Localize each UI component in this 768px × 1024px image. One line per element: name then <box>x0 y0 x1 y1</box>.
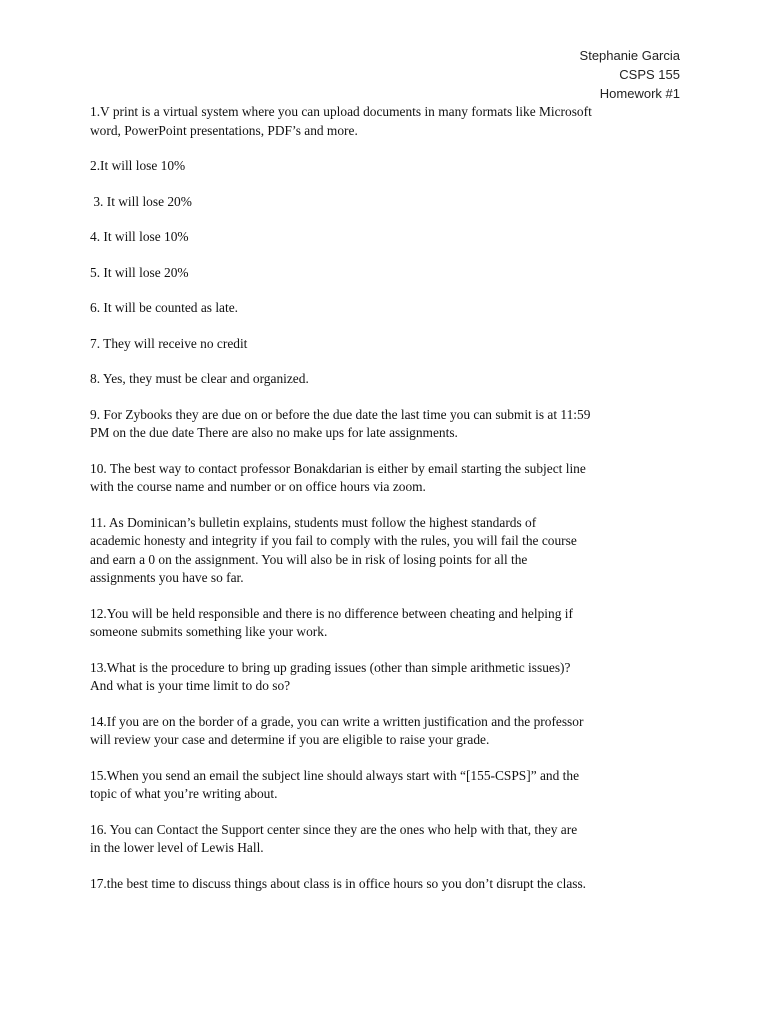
answer-line: 6. It will be counted as late. <box>90 300 238 315</box>
answer-line: 13.What is the procedure to bring up grading issues (other than simple arithmetic issues)? <box>90 659 571 675</box>
answer-line: 15.When you send an email the subject line should always start with “[155-CSPS]” and the <box>90 767 580 783</box>
document-header <box>580 46 680 103</box>
answer-line: 10. The best way to contact professor Bonakdarian is either by email starting the subject line <box>90 460 586 476</box>
answer-line: 16. You can Contact the Support center since they are the ones who help with that, they are <box>90 821 578 837</box>
answer-line: 1.V print is a virtual system where you can upload documents in many formats like Microsoft <box>90 104 592 119</box>
answer-line: 11. As Dominican’s bulletin explains, students must follow the highest standards of <box>90 514 537 530</box>
answer-line: and earn a 0 on the assignment. You will also be in risk of losing points for all the <box>90 551 528 567</box>
assignment-title: Homework #1 <box>599 86 680 101</box>
answer-line: 8. Yes, they must be clear and organized. <box>90 371 309 386</box>
answer-line: 5. It will lose 20% <box>90 264 189 280</box>
answer-item-1 <box>90 103 690 140</box>
answer-line: word, PowerPoint presentations, PDF’s and more. <box>90 122 358 138</box>
answer-item-7 <box>90 335 690 354</box>
answer-line: 9. For Zybooks they are due on or before the due date the last time you can submit is at 11:59 <box>90 406 591 422</box>
answer-item-5 <box>90 264 690 283</box>
answer-line: with the course name and number or on office hours via zoom. <box>90 479 426 494</box>
answer-line: someone submits something like your work. <box>90 624 328 639</box>
answer-item-3 <box>90 193 690 212</box>
answer-item-4 <box>90 228 690 247</box>
answer-item-15 <box>90 767 690 804</box>
answer-item-16 <box>90 821 690 858</box>
answer-line: 17.the best time to discuss things about class is in office hours so you don’t disrupt the class. <box>90 875 587 891</box>
answer-line: will review your case and determine if you are eligible to raise your grade. <box>90 732 490 747</box>
answer-line: PM on the due date There are also no make ups for late assignments. <box>90 425 458 440</box>
answer-item-12 <box>90 605 690 642</box>
answer-item-11 <box>90 514 690 588</box>
answer-line: 14.If you are on the border of a grade, you can write a written justification and the professor <box>90 713 584 729</box>
answer-line: 4. It will lose 10% <box>90 229 189 244</box>
student-name: Stephanie Garcia <box>579 48 680 63</box>
answer-list <box>90 103 690 910</box>
answer-line: 2.It will lose 10% <box>90 158 186 173</box>
answer-line: topic of what you’re writing about. <box>90 786 278 801</box>
answer-item-8 <box>90 370 690 389</box>
answer-line: 12.You will be held responsible and there is no difference between cheating and helping if <box>90 605 573 621</box>
answer-line: in the lower level of Lewis Hall. <box>90 840 264 855</box>
answer-item-14 <box>90 713 690 750</box>
answer-item-10 <box>90 460 690 497</box>
answer-item-13 <box>90 659 690 696</box>
course-code: CSPS 155 <box>619 67 680 82</box>
answer-line: 3. It will lose 20% <box>90 193 192 209</box>
answer-item-9 <box>90 406 690 443</box>
answer-line: 7. They will receive no credit <box>90 335 248 351</box>
answer-item-17 <box>90 875 690 894</box>
answer-line: And what is your time limit to do so? <box>90 678 291 693</box>
answer-item-2 <box>90 157 690 176</box>
answer-line: assignments you have so far. <box>90 570 244 585</box>
answer-line: academic honesty and integrity if you fail to comply with the rules, you will fail the course <box>90 533 577 548</box>
answer-item-6 <box>90 299 690 318</box>
